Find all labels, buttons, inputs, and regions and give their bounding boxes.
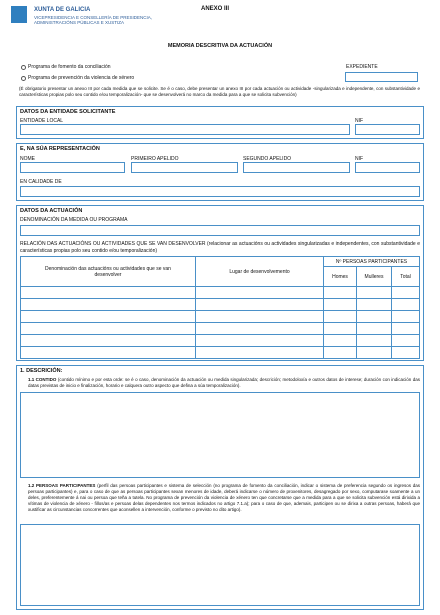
table-header-men-cell bbox=[324, 267, 357, 287]
table-cell[interactable] bbox=[324, 311, 357, 323]
entity-heading: DATOS DA ENTIDADE SOLICITANTE bbox=[20, 109, 116, 115]
name-label: NOME bbox=[20, 156, 35, 162]
instructions-note: (É obrigatorio presentar un anexo III por cada medida que se solicite. Se é o caso, debe presentar un anexo III por cada actuación ou actividade -singularizada e independente, con substantividade e características propias polo seu contido e/ou temporalización- que se desenvolverá no marco da medida para a que se solicita subvención) bbox=[19, 86, 420, 97]
expediente-field[interactable] bbox=[345, 72, 418, 82]
entity-nif-label: NIF bbox=[355, 118, 364, 124]
table-cell[interactable] bbox=[324, 335, 357, 347]
table-cell[interactable] bbox=[324, 299, 357, 311]
table-cell[interactable] bbox=[324, 347, 357, 359]
table-cell[interactable] bbox=[392, 299, 420, 311]
table-cell[interactable] bbox=[196, 323, 324, 335]
table-row bbox=[21, 287, 420, 299]
participants-text: (perfil das persoas participantes e sistema de selección (no programa de fomento da conciliación, indicar o sistema de preferencia segundo os ingresos das persoas participantes) e, para o caso de que as persoas participantes sexan menores de idade, deberá indicarse o número de proxenitores, desagregado por sexo, computarase soamente a un deles, preferentemente á nai ou persoa que teña a tutela. No programa de prevención da violencia de xénero ten que concretarse que a medida para a que se solicita subvención está dirixida a vítimas de violencia de xénero - fillos/as e persoas delas dependentes nos termos indicados no artigo 7.1.a); para o caso de que, ademais, participen ou se dirixa a outras persoas, haberá que xustificar as circunstancias concorrentes que aconsellen a intervención, conforme o previsto no dito artigo). bbox=[28, 483, 420, 512]
table-cell[interactable] bbox=[357, 287, 392, 299]
table-row bbox=[21, 335, 420, 347]
table-cell[interactable] bbox=[196, 299, 324, 311]
table-cell[interactable] bbox=[21, 335, 196, 347]
entity-local-label: ENTIDADE LOCAL bbox=[20, 118, 64, 124]
annex-label: ANEXO III bbox=[201, 6, 230, 12]
xunta-logo-icon bbox=[11, 6, 27, 23]
content-textarea[interactable] bbox=[20, 392, 420, 478]
table-cell[interactable] bbox=[392, 323, 420, 335]
table-cell[interactable] bbox=[392, 287, 420, 299]
entity-nif-field[interactable] bbox=[355, 124, 420, 135]
table-header-name-cell bbox=[21, 257, 196, 287]
table-row bbox=[21, 323, 420, 335]
table-cell[interactable] bbox=[21, 311, 196, 323]
table-cell[interactable] bbox=[357, 323, 392, 335]
table-header-place: Lugar de desenvolvemento bbox=[229, 268, 290, 275]
org-name: XUNTA DE GALICIA bbox=[34, 7, 91, 13]
surname2-field[interactable] bbox=[243, 162, 350, 173]
table-header-name: Denominación das actuacións ou actividades que se van desenvolver bbox=[45, 265, 171, 278]
table-cell[interactable] bbox=[392, 335, 420, 347]
table-cell[interactable] bbox=[21, 287, 196, 299]
table-cell[interactable] bbox=[21, 323, 196, 335]
page-title: MEMORIA DESCRITIVA DA ACTUACIÓN bbox=[167, 43, 273, 49]
table-header-total: Total bbox=[400, 273, 411, 280]
dept-line-2: ADMINISTRACIÓNS PÚBLICAS E XUSTIZA bbox=[34, 20, 125, 25]
rep-nif-label: NIF bbox=[355, 156, 364, 162]
content-title: 1.1 CONTIDO bbox=[28, 377, 57, 382]
program-option-conciliation: Programa de fomento da conciliación bbox=[28, 64, 111, 70]
table-cell[interactable] bbox=[324, 287, 357, 299]
table-header-participants: Nº PERSOAS PARTICIPANTES bbox=[335, 258, 408, 265]
table-cell[interactable] bbox=[357, 347, 392, 359]
surname1-label: PRIMEIRO APELIDO bbox=[131, 156, 179, 162]
table-cell[interactable] bbox=[357, 311, 392, 323]
table-cell[interactable] bbox=[21, 347, 196, 359]
table-cell[interactable] bbox=[21, 299, 196, 311]
table-cell[interactable] bbox=[357, 335, 392, 347]
table-cell[interactable] bbox=[324, 323, 357, 335]
table-header-participants-cell bbox=[324, 257, 420, 267]
quality-label: EN CALIDADE DE bbox=[20, 179, 62, 185]
entity-local-field[interactable] bbox=[20, 124, 350, 135]
table-cell[interactable] bbox=[196, 287, 324, 299]
relation-text: RELACIÓN DAS ACTUACIÓNS OU ACTIVIDADES QUE SE VAN DESENVOLVER (relacionar as actuacións ou actividades singularizadas e independentes, con substantividade e características propias polo seu contido e/ou temporalización) bbox=[20, 241, 420, 254]
program-radio-violence[interactable] bbox=[21, 76, 26, 81]
table-cell[interactable] bbox=[392, 311, 420, 323]
table-header-men: Homes bbox=[332, 273, 348, 280]
name-field[interactable] bbox=[20, 162, 125, 173]
table-cell[interactable] bbox=[392, 347, 420, 359]
content-text: (contido mínimo e por esta orde: se é o caso, denominación da actuación ou medida singularizada; descrición; metodoloxía e outros datos de interese; duración con indicación das datas previstas de inicio e finalización, horario e calquera outro aspecto que defina a súa temporalización). bbox=[28, 377, 420, 388]
representative-heading: E, NA SÚA REPRESENTACIÓN bbox=[20, 146, 100, 152]
participants-textarea[interactable] bbox=[20, 524, 420, 606]
table-row bbox=[21, 311, 420, 323]
actions-table bbox=[20, 256, 420, 359]
table-row bbox=[21, 347, 420, 359]
action-heading: DATOS DA ACTUACIÓN bbox=[20, 208, 83, 214]
program-radio-conciliation[interactable] bbox=[21, 65, 26, 70]
dept-line-1: VICEPRESIDENCIA E CONSELLERÍA DE PRESIDENCIA, bbox=[34, 15, 153, 20]
measure-label: DENOMINACIÓN DA MEDIDA OU PROGRAMA bbox=[20, 217, 128, 223]
participants-title: 1.2 PERSOAS PARTICIPANTES bbox=[28, 483, 96, 488]
table-cell[interactable] bbox=[196, 347, 324, 359]
rep-nif-field[interactable] bbox=[355, 162, 420, 173]
table-header-women-cell bbox=[357, 267, 392, 287]
content-instructions bbox=[28, 377, 420, 389]
surname1-field[interactable] bbox=[131, 162, 238, 173]
table-header-women: Mulleres bbox=[364, 273, 384, 280]
participants-instructions bbox=[28, 483, 420, 513]
table-cell[interactable] bbox=[196, 311, 324, 323]
table-header-place-cell bbox=[196, 257, 324, 287]
measure-field[interactable] bbox=[20, 225, 420, 236]
table-cell[interactable] bbox=[196, 335, 324, 347]
table-cell[interactable] bbox=[357, 299, 392, 311]
program-option-violence: Programa de prevención da violencia de xénero bbox=[28, 75, 135, 81]
surname2-label: SEGUNDO APELIDO bbox=[243, 156, 292, 162]
table-header-total-cell bbox=[392, 267, 420, 287]
expediente-label: EXPEDIENTE bbox=[346, 64, 378, 70]
quality-field[interactable] bbox=[20, 186, 420, 197]
description-heading: 1. DESCRICIÓN: bbox=[20, 368, 63, 374]
table-row bbox=[21, 299, 420, 311]
